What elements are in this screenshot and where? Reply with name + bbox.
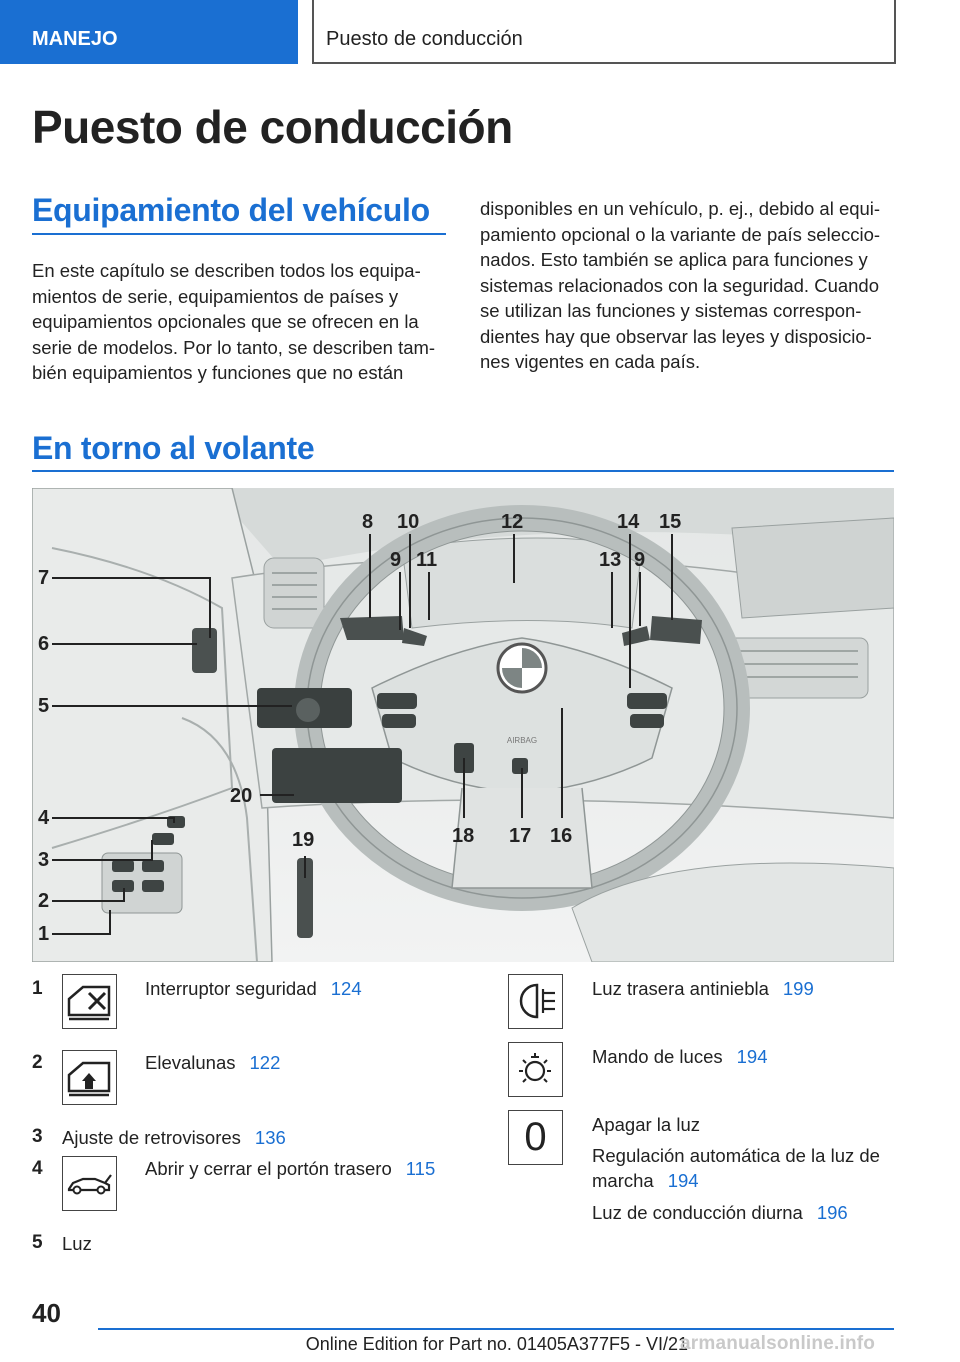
text-line: serie de modelos. Por lo tanto, se describen tam- [32, 336, 436, 358]
page-ref-199[interactable]: 199 [782, 978, 814, 999]
item-text-3 [62, 1125, 286, 1150]
item-label: Luz trasera antiniebla [592, 978, 769, 999]
item-label: Luz de conducción diurna [592, 1202, 803, 1223]
callout-10: 10 [397, 511, 420, 533]
item-number-2: 2 [32, 1052, 43, 1073]
page-ref-124[interactable]: 124 [330, 978, 362, 999]
paragraph-col1 [32, 258, 452, 386]
zero-icon [508, 1110, 563, 1165]
airbag-label: AIRBAG [506, 736, 538, 745]
section-rule [32, 470, 894, 472]
paragraph-col2 [480, 196, 900, 375]
item-text-light-off: Apagar la luz [592, 1114, 700, 1135]
item-number-4: 4 [32, 1158, 43, 1179]
item-text-auto-light [592, 1143, 892, 1193]
text-line: En este capítulo se describen todos los equipa- [32, 260, 421, 281]
item-label: Luz [62, 1233, 92, 1254]
callout-5: 5 [38, 695, 50, 717]
window-lock-icon [62, 974, 117, 1029]
footer-rule [98, 1328, 894, 1330]
callout-2: 2 [38, 890, 50, 912]
callout-16: 16 [550, 825, 573, 847]
callout-13: 13 [599, 549, 622, 571]
text-line: bién equipamientos y funciones que no están [32, 362, 404, 383]
page-ref-194[interactable]: 194 [667, 1170, 699, 1191]
page-title: Puesto de conducción [32, 101, 513, 153]
callout-7: 7 [38, 567, 50, 589]
page-ref-122[interactable]: 122 [249, 1052, 281, 1073]
item-text-2 [145, 1050, 280, 1075]
section-tab: MANEJO [0, 0, 298, 64]
callout-14: 14 [617, 511, 640, 533]
rear-fog-light-icon [508, 974, 563, 1029]
cockpit-illustration [32, 488, 894, 962]
item-number-5: 5 [32, 1232, 43, 1253]
item-text-light-control [592, 1044, 768, 1069]
page-ref-194[interactable]: 194 [736, 1046, 768, 1067]
item-text-rear-fog [592, 976, 814, 1001]
callout-8: 8 [362, 511, 374, 533]
callout-12: 12 [501, 511, 524, 533]
text-line: sistemas relacionados con la seguridad. Cuando [480, 274, 880, 296]
text-line: mientos de serie, equipamientos de países y [32, 285, 399, 307]
text-line: disponibles en un vehículo, p. ej., debido al equi- [480, 198, 881, 219]
item-label: Abrir y cerrar el portón trasero [145, 1158, 392, 1179]
text-line: equipamientos opcionales que se ofrecen en la [32, 311, 419, 332]
callout-1: 1 [38, 923, 50, 945]
window-lift-icon [62, 1050, 117, 1105]
tailgate-icon [62, 1156, 117, 1211]
callout-17: 17 [509, 825, 532, 847]
item-number-1: 1 [32, 978, 43, 999]
light-control-icon [508, 1042, 563, 1097]
text-line: se utilizan las funciones y sistemas correspon- [480, 300, 862, 321]
item-label: marcha [592, 1170, 654, 1191]
cockpit-drawing [32, 488, 894, 962]
page-ref-136[interactable]: 136 [254, 1127, 286, 1148]
item-label: Interruptor seguridad [145, 978, 317, 999]
callout-20: 20 [230, 785, 253, 807]
callout-9-right: 9 [634, 549, 646, 571]
item-text-daytime-light [592, 1200, 848, 1225]
topic-tab: Puesto de conducción [312, 0, 896, 64]
item-text-1 [145, 976, 362, 1001]
item-number-3: 3 [32, 1126, 43, 1147]
watermark: armanualsonline.info [680, 1333, 876, 1354]
page-ref-196[interactable]: 196 [816, 1202, 848, 1223]
text-line: dientes hay que observar las leyes y disposicio- [480, 325, 872, 347]
text-line: nados. Esto también se aplica para funciones y [480, 249, 868, 270]
section-title-equipment: Equipamiento del vehículo [32, 192, 430, 228]
section-title-steering: En torno al volante [32, 430, 315, 466]
callout-3: 3 [38, 849, 50, 871]
callout-18: 18 [452, 825, 475, 847]
item-text-4 [145, 1156, 435, 1181]
item-label: Regulación automática de la luz de [592, 1145, 880, 1166]
callout-15: 15 [659, 511, 682, 533]
callout-4: 4 [38, 807, 50, 829]
item-label: Mando de luces [592, 1046, 723, 1067]
edition-text: Online Edition for Part no. 01405A377F5 - VI/21 [305, 1334, 688, 1354]
item-label: Elevalunas [145, 1052, 236, 1073]
page-ref-115[interactable]: 115 [405, 1158, 436, 1179]
text-line: pamiento opcional o la variante de país seleccio- [480, 223, 881, 245]
zero-glyph: 0 [524, 1115, 547, 1159]
section-rule [32, 233, 446, 235]
callout-6: 6 [38, 633, 50, 655]
callout-9-left: 9 [390, 549, 402, 571]
callout-11: 11 [416, 549, 438, 571]
text-line: nes vigentes en cada país. [480, 351, 701, 372]
item-text-5 [62, 1231, 92, 1256]
page-number: 40 [32, 1298, 61, 1328]
item-label: Ajuste de retrovisores [62, 1127, 241, 1148]
callout-19: 19 [292, 829, 315, 851]
